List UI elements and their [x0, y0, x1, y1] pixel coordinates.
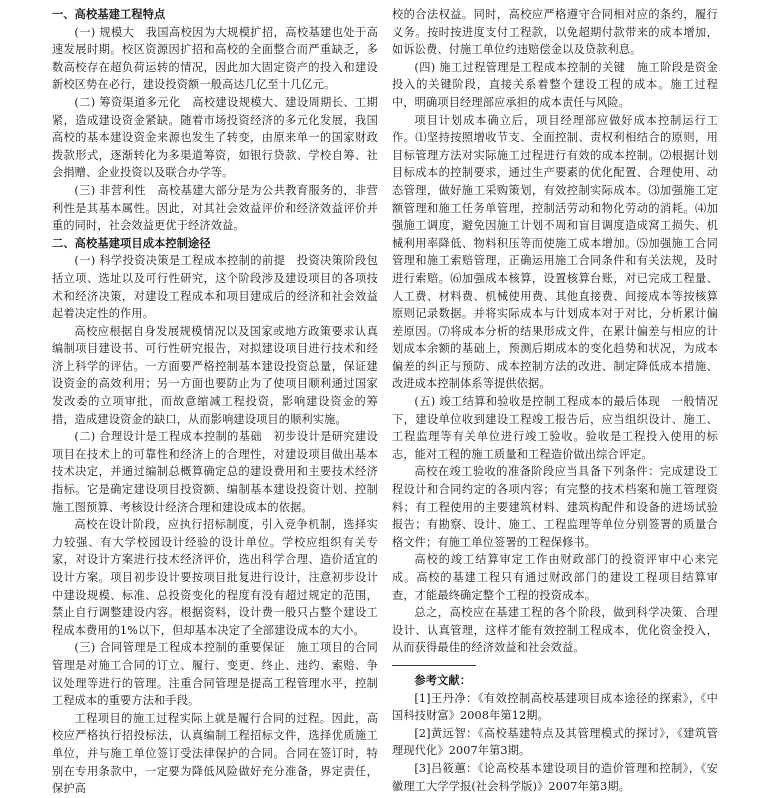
paragraph: (三) 非营利性 高校基建大部分是为公共教育服务的，非营利性是其基本属性。因此，对其社会效益评价和经济效益评价并重的同时，社会效益更优于经济效益。 [52, 183, 378, 233]
section-heading: 二、高校基建项目成本控制途径 [52, 235, 211, 250]
references-heading: 参考文献： [414, 672, 472, 687]
paragraph: 总之，高校应在基建工程的各个阶段，做到科学决策、合理设计、认真管理，这样才能有效控制工程成本，优化资金投入，从而获得最佳的经济效益和社会效益。 [392, 606, 718, 655]
paragraph: 高校应根据自身发展规模情况以及国家或地方政策要求认真编制项目建设书、可行性研究报告，对拟建设项目进行技术和经济上科学的评估。一方面要严格控制基本建设投资总量，保证建设资金的高效利用；另一方面也要防止为了使项目顺利通过国家发改委的立项审批，而故意缩减工程投资，影响建设资金的筹措，造成建设资金的缺口，从而影响建设项目的顺利实施。 [52, 324, 378, 426]
reference-item: [3]吕筱蕙：《论高校基本建设项目的造价管理和控制》，《安徽理工大学学报(社会科学版)》2007年第3期。 [392, 761, 718, 793]
paragraph: 高校的竣工结算审定工作由财政部门的投资评审中心来完成。高校的基建工程只有通过财政部门的建设工程项目结算审查，才能最终确定整个工程的投资成本。 [392, 553, 718, 602]
paragraph: 高校在设计阶段，应执行招标制度，引入竞争机制，选择实力较强、有大学校园设计经验的设计单位。学校应组织有关专家，对设计方案进行技术经济评价，选出科学合理、造价适宜的设计方案。项目初步设计要按项目批复进行设计，注意初步设计中建设规模、标准、总投资变化的程度有没有超过规定的范围，禁止自行调整建设内容。根据资料，设计费一般只占整个建设工程成本费用的1%以下，但却基本决定了全部建设成本的大小。 [52, 518, 378, 637]
paragraph: (一) 规模大 我国高校因为大规模扩招，高校基建也处于高速发展时期。校区资源因扩招和高校的全面整合而严重缺乏，多数高校存在超负荷运转的情况，因此加大固定资产的投入和建设新校区势在必行，建设投资额一般高达几亿至十几亿元。 [52, 25, 378, 92]
paragraph: (二) 合理设计是工程成本控制的基础 初步设计是研究建设项目在技术上的可靠性和经济上的合理性，对建设项目做出基本技术决定，并通过编制总概算确定总的建设费用和主要技术经济指标。它是确定建设项目投资额、编制基本建设投资计划、控制施工图预算、考核设计经济合理和建设成本的依据。 [52, 430, 378, 514]
paragraph: 高校在竣工验收的准备阶段应当具备下列条件：完成建设工程设计和合同约定的各项内容；有完整的技术档案和施工管理资料；有工程使用的主要建筑材料、建筑构配件和设备的进场试验报告；有勘察、设计、施工、工程监理等单位分别签署的质量合格文件；有施工单位签署的工程保修书。 [392, 465, 718, 549]
reference-item: [1]王丹净：《有效控制高校基建项目成本途径的探索》，《中国科技财富》2008年第12期。 [392, 691, 718, 723]
two-column-body [52, 6, 751, 798]
left-column [52, 6, 378, 798]
paragraph: (四) 施工过程管理是工程成本控制的关键 施工阶段是资金投入的关键阶段，直接关系着整个建设工程的成本。施工过程中，明确项目经理部应承担的成本责任与风险。 [392, 60, 718, 109]
section-heading: 一、高校基建工程特点 [52, 7, 166, 21]
references-divider [392, 665, 476, 666]
paragraph: (五) 竣工结算和验收是控制工程成本的最后体现 一般情况下，建设单位收到建设工程竣工报告后，应当组织设计、施工、工程监理等有关单位进行竣工验收。验收是工程投入使用的标志，能对工程的施工质量和工程造价做出综合评定。 [392, 395, 718, 461]
paragraph: 工程项目的施工过程实际上就是履行合同的过程。因此，高校应严格执行招投标法，认真编制工程招标文件，选择优质施工单位，并与施工单位签订受法律保护的合同。合同在签订时，特别在专用条款中，一定要为降低风险做好充分准备，界定责任，保护高 [52, 711, 378, 796]
paragraph: (三) 合同管理是工程成本控制的重要保证 施工项目的合同管理是对施工合同的订立、履行、变更、终止、违约、索赔、争议处理等进行的管理。注重合同管理是提高工程管理水平，控制工程成本的重要方法和手段。 [52, 641, 378, 708]
paragraph: (一) 科学投资决策是工程成本控制的前提 投资决策阶段包括立项、选址以及可行性研究，这个阶段涉及建设项目的各项技术和经济决策，对建设工程成本和项目建成后的经济和社会效益起着决定性的作用。 [52, 254, 378, 321]
paragraph: 项目计划成本确立后，项目经理部应做好成本控制运行工作。⑴坚持按照增收节支、全面控制、责权利相结合的原则，用目标管理方法对实际施工过程进行有效的成本控制。⑵根据计划目标成本的控制要求，通过生产要素的优化配置、合理使用、动态管理，做好施工采购策划，有效控制实际成本。⑶加强施工定额管理和施工任务单管理，控制活劳动和物化劳动的消耗。⑷加强施工调度，避免因施工计划不周和盲目调度造成窝工损失、机械利用率降低、物料积压等而使施工成本增加。⑸加强施工合同管理和施工索赔管理，正确运用施工合同条件和有关法规，及时进行索赔。⑹加强成本核算，设置核算台账，对已完成工程量、人工费、材料费、机械使用费、其他直接费、间接成本等按核算原则记录数据。并将实际成本与计划成本对于对比，分析累计偏差原因。⑺将成本分析的结果形成文件，在累计偏差与相应的计划成本余额的基础上，预测后期成本的变化趋势和状况，为成本偏差的纠正与预防、成本控制方法的改进、制定降低成本措施、改进成本控制体系等提供依据。 [392, 113, 718, 391]
paragraph: (二) 筹资渠道多元化 高校建设规模大、建设周期长、工期紧，造成建设资金紧缺。随着市场投资经济的多元化发展，我国高校的基本建设资金来源也发生了转变，由原来单一的国家财政拨款形式，逐渐转化为多渠道筹资，如银行贷款、学校自筹、社会捐赠、企业投资以及联合办学等。 [52, 95, 378, 180]
reference-item: [2]黄远智：《高校基建特点及其管理模式的探讨》，《建筑管理现代化》2007年第3期。 [392, 726, 718, 758]
right-column [392, 6, 718, 798]
paragraph-continued: 校的合法权益。同时，高校应严格遵守合同相对应的条约，履行义务。按时按进度支付工程款，以免超期付款带来的成本增加，如诉讼费、付施工单位约违赔偿金以及贷款利息。 [392, 8, 718, 57]
